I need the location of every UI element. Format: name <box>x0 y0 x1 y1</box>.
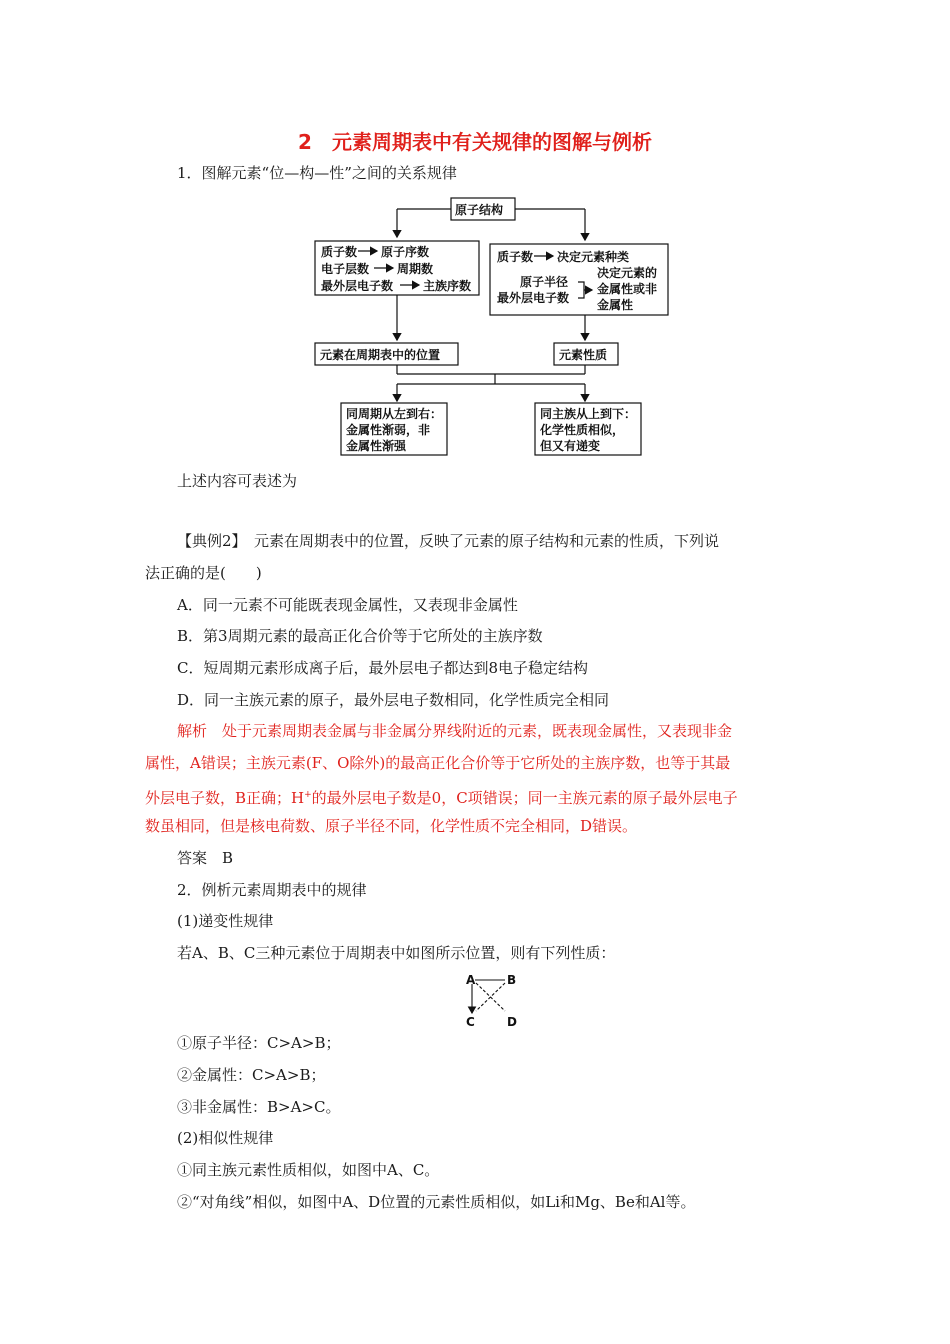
example-question-line1 <box>177 531 719 551</box>
analysis-text: 的最外层电子数是0，C项错误；同一主族元素的原子最外层电子 <box>311 789 738 807</box>
flow-label: 化学性质相似， <box>540 423 625 437</box>
label-d: D <box>507 1015 517 1029</box>
flow-label: 原子半径 <box>520 275 569 289</box>
flow-label: 最外层电子数 <box>321 279 394 293</box>
label-b: B <box>507 973 517 987</box>
property-item-1: ①原子半径：C>A>B； <box>177 1034 341 1052</box>
flow-label: 决定元素种类 <box>557 250 630 264</box>
flow-label: 周期数 <box>397 262 434 276</box>
flow-label: 但又有递变 <box>540 439 601 453</box>
flow-label: 同主族从上到下： <box>540 407 637 421</box>
property-item-2: ②金属性：C>A>B； <box>177 1066 326 1084</box>
flow-label: 最外层电子数 <box>497 291 570 305</box>
question-text: 元素在周期表中的位置，反映了元素的原子结构和元素的性质，下列说 <box>239 532 720 550</box>
flow-label: 金属性渐强 <box>346 439 407 453</box>
abcd-position-diagram <box>460 970 540 1030</box>
label-a: A <box>466 973 476 987</box>
property-item-3: ③非金属性：B>A>C。 <box>177 1098 341 1116</box>
subheading-similarity: (2)相似性规律 <box>177 1129 274 1147</box>
summary-line: 上述内容可表述为 <box>177 472 298 490</box>
flow-label: 元素在周期表中的位置 <box>320 348 441 362</box>
example-label: 【典例2】 <box>177 532 240 550</box>
option-d: D．同一主族元素的原子，最外层电子数相同，化学性质完全相同 <box>177 691 610 709</box>
option-c: C．短周期元素形成离子后，最外层电子都达到8电子稳定结构 <box>177 659 589 677</box>
flow-label: 决定元素的 <box>597 266 658 280</box>
analysis-line4: 数虽相同，但是核电荷数、原子半径不同，化学性质不完全相同，D错误。 <box>145 817 638 835</box>
flow-label: 金属性或非 <box>597 282 658 296</box>
flow-label: 金属性渐弱，非 <box>346 423 431 437</box>
flow-label: 主族序数 <box>423 279 472 293</box>
section-heading-2: 2．例析元素周期表中的规律 <box>177 881 367 899</box>
subheading-gradation: (1)递变性规律 <box>177 912 274 930</box>
superscript: + <box>304 790 312 800</box>
analysis-line2: 属性，A错误；主族元素(F、O除外)的最高正化合价等于它所处的主族序数，也等于其最 <box>145 754 731 772</box>
similarity-item-1: ①同主族元素性质相似，如图中A、C。 <box>177 1161 440 1179</box>
label-c: C <box>466 1015 475 1029</box>
analysis-line1: 解析 处于元素周期表金属与非金属分界线附近的元素，既表现金属性，又表现非金 <box>177 722 733 740</box>
intro-line: 若A、B、C三种元素位于周期表中如图所示位置，则有下列性质： <box>177 944 616 962</box>
similarity-item-2: ②“对角线”相似，如图中A、D位置的元素性质相似，如Li和Mg、Be和Al等。 <box>177 1193 696 1211</box>
flow-label: 质子数 <box>321 245 358 259</box>
flow-label: 金属性 <box>597 298 634 312</box>
flow-label: 原子序数 <box>381 245 430 259</box>
relationship-flowchart <box>0 0 950 470</box>
example-question-line2: 法正确的是( ) <box>145 564 262 582</box>
flow-top-label: 原子结构 <box>455 203 504 217</box>
page-title: 2 元素周期表中有关规律的图解与例析 <box>298 130 652 154</box>
flow-label: 元素性质 <box>559 348 608 362</box>
analysis-line3 <box>145 785 738 808</box>
analysis-text: 外层电子数，B正确；H <box>145 789 305 807</box>
flow-label: 质子数 <box>497 250 534 264</box>
flow-label: 电子层数 <box>321 262 370 276</box>
option-a: A．同一元素不可能既表现金属性，又表现非金属性 <box>177 596 518 614</box>
answer: 答案 B <box>177 849 234 867</box>
flow-label: 同周期从左到右： <box>346 407 443 421</box>
section-heading-1: 1．图解元素“位—构—性”之间的关系规律 <box>177 164 457 182</box>
option-b: B．第3周期元素的最高正化合价等于它所处的主族序数 <box>177 627 543 645</box>
